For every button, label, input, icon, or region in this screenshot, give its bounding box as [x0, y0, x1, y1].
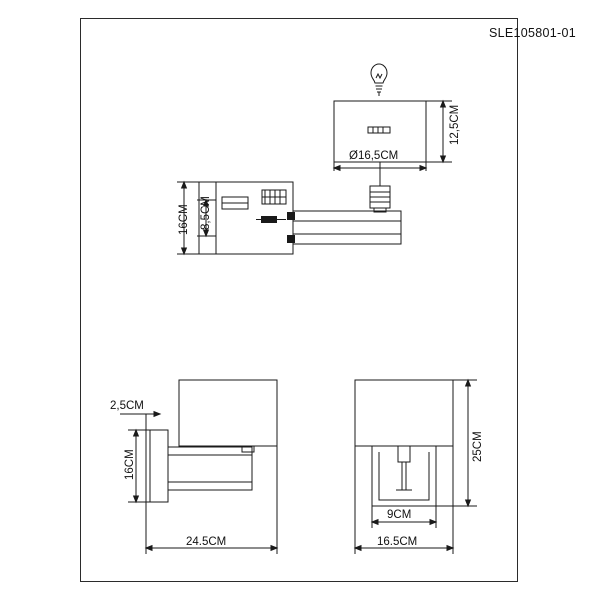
mid-view-arm-lower [293, 234, 401, 244]
side-view-arm-upper [168, 447, 252, 455]
dim-label-plate-height-top: 16CM [178, 204, 190, 235]
top-view-socket-detail [368, 127, 390, 133]
dim-label-plate-offset: 2,5CM [110, 400, 144, 412]
side-view-wall-plate [146, 430, 168, 502]
front-view-shade [355, 380, 453, 446]
dim-label-base-width: 9CM [387, 509, 412, 521]
dim-label-shade-diameter: Ø16,5CM [349, 150, 399, 162]
front-view-socket [398, 446, 410, 462]
side-view-arm-lower [168, 482, 252, 490]
dim-label-shade-height: 12,5CM [449, 104, 461, 145]
dim-label-total-depth: 24.5CM [186, 536, 227, 548]
dim-label-total-height: 25CM [472, 431, 484, 462]
part-number-label: SLE105801-01 [488, 26, 576, 40]
top-view-bulb [371, 64, 387, 96]
dim-label-plate-height-front: 16CM [124, 449, 136, 480]
dim-label-plate-width: 8,5CM [200, 196, 212, 230]
front-view-body-outer [372, 446, 436, 506]
dim-label-shade-width: 16.5CM [377, 536, 418, 548]
side-view-shade [179, 380, 277, 446]
mid-view-plate-rect [199, 182, 293, 254]
